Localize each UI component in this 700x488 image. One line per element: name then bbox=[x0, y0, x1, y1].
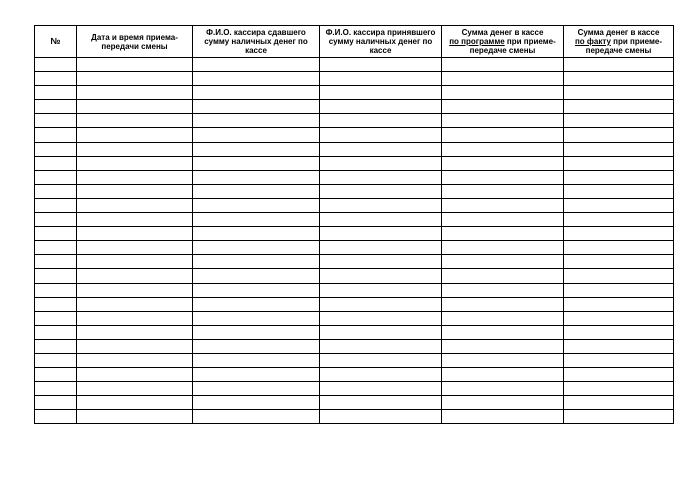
table-row bbox=[35, 227, 674, 241]
cell-cashier-accepted bbox=[320, 114, 442, 128]
cell-datetime bbox=[77, 353, 193, 367]
cell-amount-by-program bbox=[442, 339, 564, 353]
cell-cashier-accepted bbox=[320, 156, 442, 170]
cell-datetime bbox=[77, 142, 193, 156]
table-row bbox=[35, 255, 674, 269]
cell-cashier-accepted bbox=[320, 410, 442, 424]
cell-number bbox=[35, 198, 77, 212]
cell-cashier-handed-over bbox=[193, 396, 320, 410]
cell-datetime bbox=[77, 325, 193, 339]
cell-datetime bbox=[77, 213, 193, 227]
cell-datetime bbox=[77, 269, 193, 283]
cash-handover-log bbox=[34, 25, 673, 458]
table-row bbox=[35, 269, 674, 283]
cell-cashier-handed-over bbox=[193, 156, 320, 170]
cell-datetime bbox=[77, 283, 193, 297]
cell-cashier-accepted bbox=[320, 241, 442, 255]
cell-cashier-handed-over bbox=[193, 198, 320, 212]
cell-number bbox=[35, 128, 77, 142]
cell-cashier-accepted bbox=[320, 170, 442, 184]
table-row bbox=[35, 58, 674, 72]
cell-cashier-handed-over bbox=[193, 269, 320, 283]
cell-datetime bbox=[77, 184, 193, 198]
cell-cashier-accepted bbox=[320, 100, 442, 114]
table-row bbox=[35, 72, 674, 86]
cell-number bbox=[35, 325, 77, 339]
cell-amount-by-program bbox=[442, 283, 564, 297]
cell-cashier-accepted bbox=[320, 396, 442, 410]
cell-amount-by-program bbox=[442, 114, 564, 128]
cell-datetime bbox=[77, 297, 193, 311]
table-row bbox=[35, 368, 674, 382]
table-row bbox=[35, 396, 674, 410]
cell-amount-by-program bbox=[442, 255, 564, 269]
cell-cashier-handed-over bbox=[193, 353, 320, 367]
cell-cashier-handed-over bbox=[193, 227, 320, 241]
cell-number bbox=[35, 353, 77, 367]
table-row bbox=[35, 410, 674, 424]
cell-number bbox=[35, 170, 77, 184]
cell-datetime bbox=[77, 368, 193, 382]
cell-amount-by-fact bbox=[564, 297, 674, 311]
cell-datetime bbox=[77, 410, 193, 424]
cell-cashier-handed-over bbox=[193, 86, 320, 100]
cell-amount-by-program bbox=[442, 72, 564, 86]
cell-amount-by-program bbox=[442, 198, 564, 212]
cell-amount-by-fact bbox=[564, 184, 674, 198]
cell-amount-by-program bbox=[442, 100, 564, 114]
cell-cashier-handed-over bbox=[193, 184, 320, 198]
table-row bbox=[35, 86, 674, 100]
cell-cashier-accepted bbox=[320, 184, 442, 198]
cell-cashier-handed-over bbox=[193, 255, 320, 269]
cell-cashier-handed-over bbox=[193, 114, 320, 128]
table-row bbox=[35, 353, 674, 367]
cell-amount-by-fact bbox=[564, 382, 674, 396]
cell-cashier-handed-over bbox=[193, 213, 320, 227]
cell-cashier-accepted bbox=[320, 227, 442, 241]
cell-datetime bbox=[77, 339, 193, 353]
cell-cashier-handed-over bbox=[193, 58, 320, 72]
header-row bbox=[35, 26, 674, 58]
cell-cashier-accepted bbox=[320, 72, 442, 86]
cell-datetime bbox=[77, 170, 193, 184]
cell-amount-by-fact bbox=[564, 128, 674, 142]
cell-amount-by-program bbox=[442, 325, 564, 339]
cell-amount-by-program bbox=[442, 353, 564, 367]
table-row bbox=[35, 170, 674, 184]
cell-amount-by-fact bbox=[564, 241, 674, 255]
cell-cashier-accepted bbox=[320, 339, 442, 353]
cell-number bbox=[35, 241, 77, 255]
cell-amount-by-fact bbox=[564, 114, 674, 128]
cell-datetime bbox=[77, 241, 193, 255]
amount-by-program-label-end: при приеме-передаче смены bbox=[469, 37, 556, 55]
cell-cashier-accepted bbox=[320, 297, 442, 311]
cell-amount-by-program bbox=[442, 241, 564, 255]
cell-datetime bbox=[77, 255, 193, 269]
cell-cashier-handed-over bbox=[193, 339, 320, 353]
cash-handover-table bbox=[34, 25, 674, 424]
cell-cashier-handed-over bbox=[193, 382, 320, 396]
cell-cashier-handed-over bbox=[193, 311, 320, 325]
cell-amount-by-fact bbox=[564, 142, 674, 156]
cell-cashier-accepted bbox=[320, 269, 442, 283]
cell-number bbox=[35, 227, 77, 241]
column-header-cashier-handed-over: Ф.И.О. кассира сдавшего сумму наличных денег по кассе bbox=[193, 26, 320, 58]
column-header-number: № bbox=[35, 26, 77, 58]
cell-cashier-accepted bbox=[320, 198, 442, 212]
cell-cashier-accepted bbox=[320, 325, 442, 339]
cell-number bbox=[35, 100, 77, 114]
cell-amount-by-program bbox=[442, 297, 564, 311]
cell-number bbox=[35, 368, 77, 382]
cell-number bbox=[35, 410, 77, 424]
cell-amount-by-fact bbox=[564, 325, 674, 339]
cell-number bbox=[35, 86, 77, 100]
cell-cashier-accepted bbox=[320, 128, 442, 142]
cell-cashier-handed-over bbox=[193, 170, 320, 184]
cell-number bbox=[35, 283, 77, 297]
cell-cashier-accepted bbox=[320, 86, 442, 100]
cell-number bbox=[35, 213, 77, 227]
cell-amount-by-program bbox=[442, 170, 564, 184]
cell-cashier-accepted bbox=[320, 368, 442, 382]
cell-number bbox=[35, 184, 77, 198]
cell-cashier-handed-over bbox=[193, 100, 320, 114]
cell-number bbox=[35, 297, 77, 311]
cell-number bbox=[35, 114, 77, 128]
cell-amount-by-program bbox=[442, 269, 564, 283]
column-header-datetime: Дата и время приема-передачи смены bbox=[77, 26, 193, 58]
amount-by-fact-label-end: при приеме-передаче смены bbox=[585, 37, 663, 55]
cell-cashier-handed-over bbox=[193, 142, 320, 156]
cell-datetime bbox=[77, 114, 193, 128]
table-row bbox=[35, 100, 674, 114]
cell-amount-by-fact bbox=[564, 339, 674, 353]
amount-by-program-emphasis: по программе bbox=[449, 37, 505, 46]
cell-amount-by-fact bbox=[564, 283, 674, 297]
cell-datetime bbox=[77, 86, 193, 100]
cell-datetime bbox=[77, 156, 193, 170]
cell-amount-by-fact bbox=[564, 72, 674, 86]
cell-amount-by-program bbox=[442, 86, 564, 100]
table-row bbox=[35, 325, 674, 339]
table-row bbox=[35, 297, 674, 311]
cell-number bbox=[35, 255, 77, 269]
cell-cashier-accepted bbox=[320, 283, 442, 297]
cell-datetime bbox=[77, 311, 193, 325]
cell-amount-by-program bbox=[442, 128, 564, 142]
cell-cashier-accepted bbox=[320, 213, 442, 227]
table-row bbox=[35, 339, 674, 353]
cell-amount-by-fact bbox=[564, 396, 674, 410]
table-row bbox=[35, 198, 674, 212]
cell-amount-by-program bbox=[442, 156, 564, 170]
amount-by-program-label-start: Сумма денег в кассе bbox=[461, 28, 544, 37]
cell-amount-by-fact bbox=[564, 368, 674, 382]
cell-datetime bbox=[77, 100, 193, 114]
cell-datetime bbox=[77, 58, 193, 72]
column-header-amount-by-fact bbox=[564, 26, 674, 58]
cell-cashier-handed-over bbox=[193, 72, 320, 86]
table-body bbox=[35, 58, 674, 424]
cell-number bbox=[35, 396, 77, 410]
cell-number bbox=[35, 58, 77, 72]
table-row bbox=[35, 156, 674, 170]
cell-amount-by-program bbox=[442, 410, 564, 424]
cell-datetime bbox=[77, 72, 193, 86]
cell-cashier-accepted bbox=[320, 311, 442, 325]
amount-by-fact-label-start: Сумма денег в кассе bbox=[577, 28, 660, 37]
cell-datetime bbox=[77, 227, 193, 241]
cell-amount-by-fact bbox=[564, 311, 674, 325]
table-row bbox=[35, 142, 674, 156]
table-row bbox=[35, 213, 674, 227]
table-row bbox=[35, 283, 674, 297]
cell-amount-by-program bbox=[442, 184, 564, 198]
cell-cashier-handed-over bbox=[193, 368, 320, 382]
cell-amount-by-program bbox=[442, 368, 564, 382]
cell-amount-by-fact bbox=[564, 198, 674, 212]
cell-amount-by-fact bbox=[564, 227, 674, 241]
cell-amount-by-program bbox=[442, 382, 564, 396]
table-row bbox=[35, 184, 674, 198]
cell-datetime bbox=[77, 198, 193, 212]
cell-datetime bbox=[77, 396, 193, 410]
cell-cashier-accepted bbox=[320, 142, 442, 156]
cell-cashier-handed-over bbox=[193, 410, 320, 424]
cell-amount-by-program bbox=[442, 213, 564, 227]
table-row bbox=[35, 382, 674, 396]
cell-cashier-accepted bbox=[320, 382, 442, 396]
cell-amount-by-fact bbox=[564, 86, 674, 100]
cell-datetime bbox=[77, 128, 193, 142]
cell-datetime bbox=[77, 382, 193, 396]
cell-amount-by-fact bbox=[564, 410, 674, 424]
cell-amount-by-fact bbox=[564, 170, 674, 184]
cell-cashier-handed-over bbox=[193, 241, 320, 255]
cell-number bbox=[35, 142, 77, 156]
table-row bbox=[35, 311, 674, 325]
column-header-cashier-accepted: Ф.И.О. кассира принявшего сумму наличных денег по кассе bbox=[320, 26, 442, 58]
cell-number bbox=[35, 311, 77, 325]
cell-amount-by-program bbox=[442, 227, 564, 241]
cell-amount-by-fact bbox=[564, 100, 674, 114]
cell-amount-by-fact bbox=[564, 255, 674, 269]
cell-number bbox=[35, 269, 77, 283]
cell-amount-by-fact bbox=[564, 156, 674, 170]
cell-amount-by-program bbox=[442, 396, 564, 410]
table-row bbox=[35, 114, 674, 128]
cell-number bbox=[35, 382, 77, 396]
cell-amount-by-program bbox=[442, 311, 564, 325]
table-row bbox=[35, 241, 674, 255]
cell-amount-by-fact bbox=[564, 353, 674, 367]
cell-cashier-handed-over bbox=[193, 128, 320, 142]
cell-cashier-accepted bbox=[320, 58, 442, 72]
page-edge-mark bbox=[673, 104, 674, 118]
cell-amount-by-fact bbox=[564, 269, 674, 283]
table-row bbox=[35, 128, 674, 142]
cell-number bbox=[35, 72, 77, 86]
cell-amount-by-fact bbox=[564, 58, 674, 72]
cell-cashier-handed-over bbox=[193, 297, 320, 311]
cell-cashier-handed-over bbox=[193, 283, 320, 297]
cell-amount-by-program bbox=[442, 142, 564, 156]
amount-by-fact-emphasis: по факту bbox=[574, 37, 611, 46]
cell-cashier-accepted bbox=[320, 255, 442, 269]
cell-number bbox=[35, 156, 77, 170]
cell-cashier-accepted bbox=[320, 353, 442, 367]
cell-amount-by-program bbox=[442, 58, 564, 72]
cell-cashier-handed-over bbox=[193, 325, 320, 339]
cell-number bbox=[35, 339, 77, 353]
cell-amount-by-fact bbox=[564, 213, 674, 227]
column-header-amount-by-program bbox=[442, 26, 564, 58]
